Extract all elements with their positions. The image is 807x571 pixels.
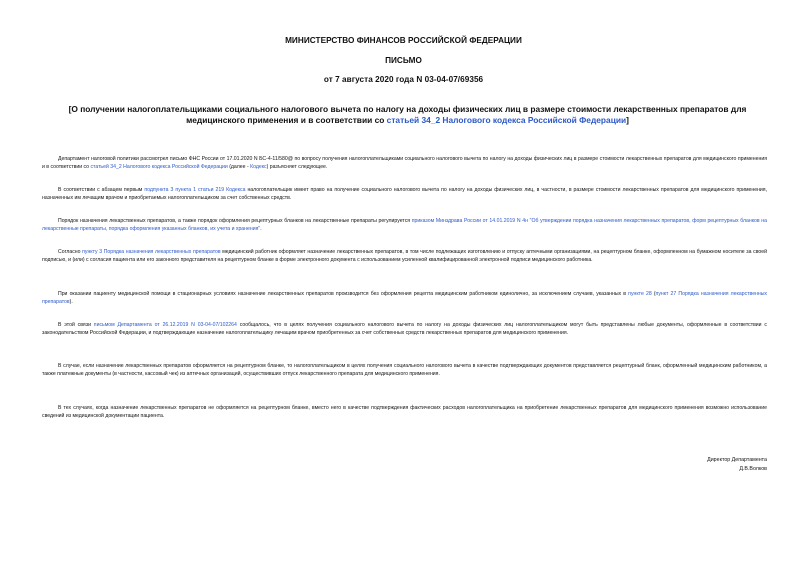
document-date-number: от 7 августа 2020 года N 03-04-07/69356	[323, 75, 484, 84]
paragraph-text: налогоплательщик имеет право на получение социального налогового вычета по налогу на доходы физических лиц, в частности, в размере стоимости лекарственных препаратов для медицинского применения, назначенных им лечащим врачом и приобретаемых налогоплательщиком за счет собственных средств.	[42, 187, 767, 202]
paragraph-6	[42, 321, 767, 338]
title-text: [О получении налогоплательщиками социального налогового вычета по налогу на доходы физических лиц в размере стоимости лекарственных препаратов для медицинского применения и в соответствии со	[68, 104, 747, 125]
document-title	[60, 104, 755, 126]
paragraph-text: При оказании пациенту медицинской помощи в стационарных условиях назначение лекарственных препаратов производится без оформления рецепта медицинским работником единолично, за исключением случаев, указанных в	[58, 291, 629, 297]
document-type: ПИСЬМО	[385, 56, 422, 65]
link-procedure-point-27[interactable]: пункт 27 Порядка назначения лекарственных препаратов	[42, 291, 768, 306]
signature-block	[707, 456, 767, 473]
paragraph-text: Согласно	[58, 249, 83, 255]
paragraph-text: ).	[69, 299, 73, 306]
paragraph-2	[42, 186, 767, 203]
link-code[interactable]: Кодекс	[250, 164, 267, 171]
paragraph-5	[42, 290, 767, 307]
paragraph-text: .	[260, 226, 262, 233]
ministry-heading: МИНИСТЕРСТВО ФИНАНСОВ РОССИЙСКОЙ ФЕДЕРАЦИИ	[285, 36, 522, 45]
paragraph-7	[42, 362, 767, 379]
paragraph-text: Порядок назначения лекарственных препаратов, а также порядок оформления рецептурных бланков на лекарственные препараты регулируется	[58, 218, 412, 224]
link-order-4n[interactable]: приказом Минздрава России от 14.01.2019 N 4н "Об утверждении порядка назначения лекарственных препаратов, форм рецептурных бланков на лекарственные препараты, порядка оформления указанных бланков, их учета и хранения"	[42, 218, 767, 233]
paragraph-text: В тех случаях, когда назначение лекарственных препаратов не оформляется на рецептурном бланке, вместо него в качестве подтверждения фактических расходов налогоплательщика на приобретение лекарственных препаратов для медицинского применения возможно использование сведений из медицинской документации пациента.	[42, 405, 767, 420]
signature-position: Директор Департамента	[707, 457, 767, 463]
signature-name: Д.В.Волков	[739, 465, 767, 472]
paragraph-3	[42, 217, 767, 234]
paragraph-4	[42, 248, 767, 265]
paragraph-text: В соответствии с абзацем первым	[58, 187, 145, 193]
paragraph-text: ) разъясняет следующее.	[266, 164, 328, 171]
link-tax-code-article[interactable]: статьей 34_2 Налогового кодекса Российской Федерации	[90, 164, 228, 171]
link-department-letter[interactable]: письмом Департамента от 26.12.2019 N 03-04-07/102264	[93, 322, 237, 328]
title-text-end: ]	[626, 115, 629, 125]
paragraph-text: (далее -	[227, 164, 251, 171]
link-procedure-point-3[interactable]: пункту 3 Порядка назначения лекарственных препаратов	[82, 249, 221, 255]
paragraph-text: медицинский работник оформляет назначение лекарственных препаратов, в том числе подлежащих изготовлению и отпуску аптечными организациями, на рецептурном бланке, оформленном на бумажном носителе за своей подписью, и (или) с согласия пациента или его законного представителя на рецептурном бланке в форме электронного документа с использованием усиленной квалифицированной электронной подписи медицинского работника.	[42, 249, 767, 264]
paragraph-text: В этой связи	[58, 322, 94, 328]
paragraph-text: В случае, если назначение лекарственных препаратов оформляется на рецептурном бланке, то налогоплательщиком в целях получения социального налогового вычета в качестве подтверждающих документов представляется рецептурный бланк, оформленный медицинским работником, а также платежные документы (в частности, кассовый чек) из аптечных организаций, осуществивших отпуск лекарственного препарата для медицинского применения.	[42, 363, 767, 378]
link-point-28[interactable]: пункте 28	[628, 291, 652, 297]
title-link[interactable]: статьей 34_2 Налогового кодекса Российской Федерации	[386, 115, 627, 125]
paragraph-text: сообщалось, что в целях получения социального налогового вычета по налогу на доходы физических лиц налогоплательщиком могут быть представлены любые документы, оформленные в соответствии с законодательством Российской Федерации, и подтверждающие назначение налогоплательщику лечащим врачом приобретенных за счет собственных средств лекарственных препаратов для медицинского применения.	[42, 322, 767, 337]
paragraph-8	[42, 404, 767, 421]
paragraph-text: (	[651, 291, 656, 297]
paragraph-text: Департамент налоговой политики рассмотрел письмо ФНС России от 17.01.2020 N БС-4-11/580@ по вопросу получения налогоплательщиками социального налогового вычета по налогу на доходы физических лиц в размере стоимости лекарственных препаратов для медицинского применения и в соответствии со	[42, 156, 767, 171]
paragraph-1	[42, 155, 767, 172]
link-article-219[interactable]: подпункта 3 пункта 1 статьи 219 Кодекса	[144, 187, 246, 193]
